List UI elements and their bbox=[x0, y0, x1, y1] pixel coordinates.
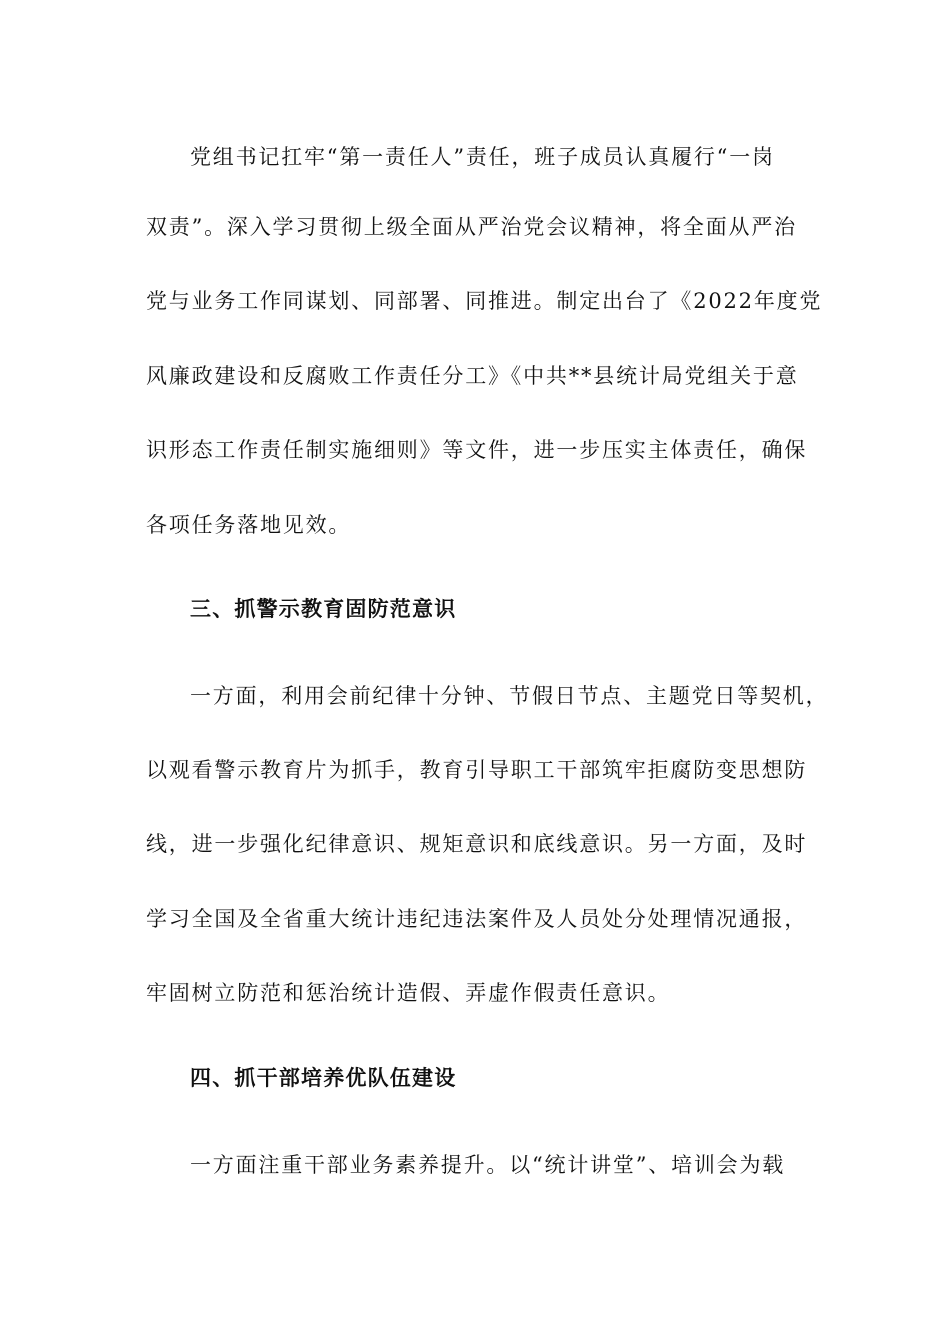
body-text-line: 线，进一步强化纪律意识、规矩意识和底线意识。另一方面，及时 bbox=[146, 832, 808, 856]
body-text-line: 党组书记扛牢“第一责任人”责任，班子成员认真履行“一岗 bbox=[190, 145, 775, 169]
body-text-line: 风廉政建设和反腐败工作责任分工》《中共**县统计局党组关于意 bbox=[146, 364, 799, 388]
body-text-line: 各项任务落地见效。 bbox=[146, 513, 352, 537]
body-text-line: 以观看警示教育片为抓手，教育引导职工干部筑牢拒腐防变思想防 bbox=[146, 758, 808, 782]
body-text-line: 一方面，利用会前纪律十分钟、节假日节点、主题党日等契机， bbox=[190, 684, 829, 708]
body-text-line: 学习全国及全省重大统计违纪违法案件及人员处分处理情况通报， bbox=[146, 907, 808, 931]
body-text-line: 识形态工作责任制实施细则》等文件，进一步压实主体责任，确保 bbox=[146, 438, 808, 462]
body-text-line: 党与业务工作同谋划、同部署、同推进。制定出台了《2022年度党 bbox=[146, 289, 823, 313]
body-text-line: 双责”。深入学习贯彻上级全面从严治党会议精神，将全面从严治 bbox=[146, 215, 797, 239]
section-heading: 三、抓警示教育固防范意识 bbox=[190, 597, 457, 621]
body-text-line: 一方面注重干部业务素养提升。以“统计讲堂”、培训会为载 bbox=[190, 1153, 786, 1177]
section-heading: 四、抓干部培养优队伍建设 bbox=[190, 1066, 457, 1090]
body-text-line: 牢固树立防范和惩治统计造假、弄虚作假责任意识。 bbox=[146, 981, 671, 1005]
